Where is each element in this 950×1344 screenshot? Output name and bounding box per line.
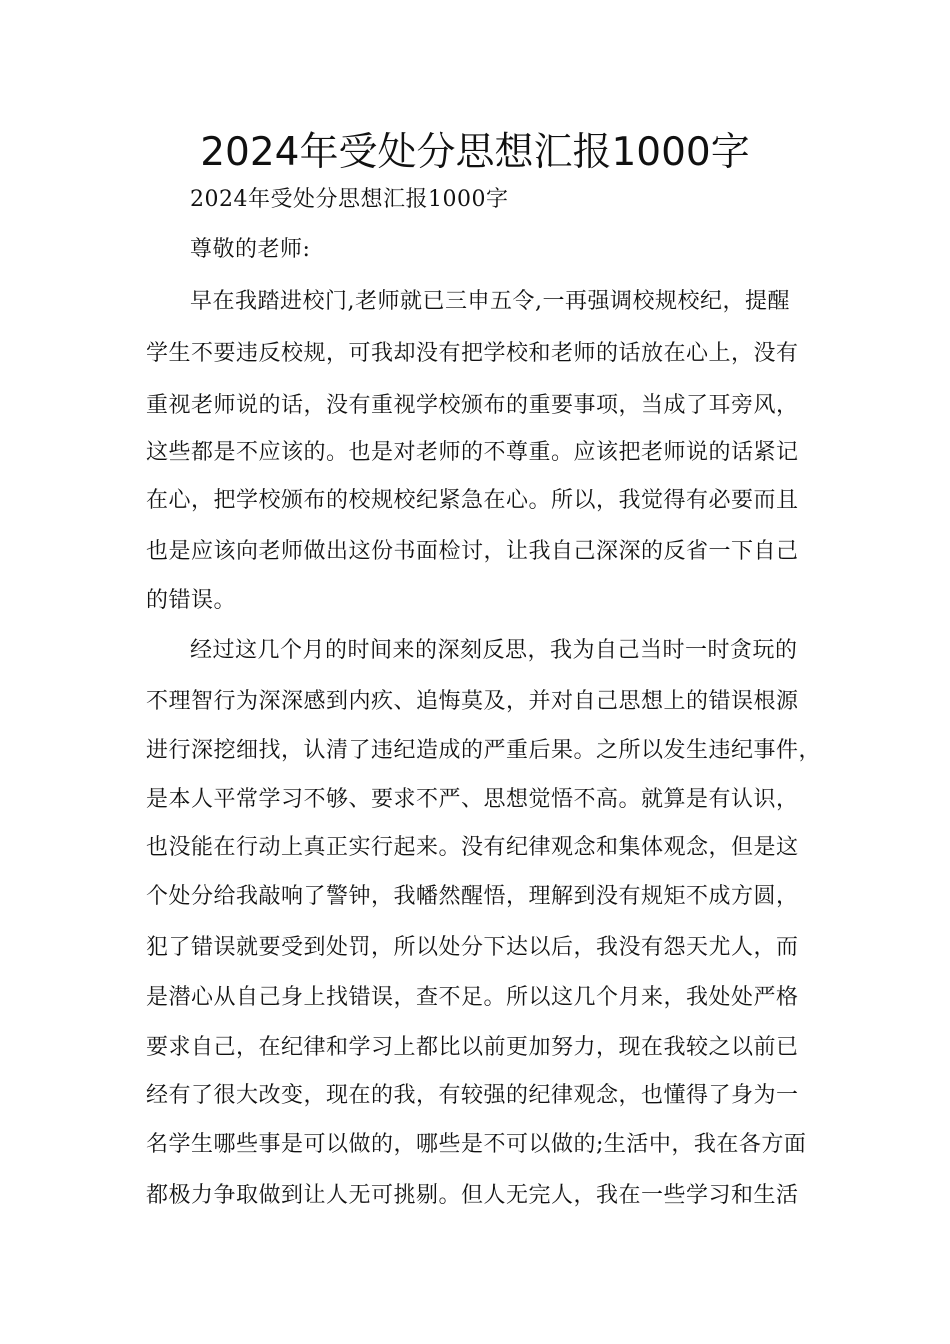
paragraph-1-line-4: 这些都是不应该的。也是对老师的不尊重。应该把老师说的话紧记 — [146, 440, 799, 465]
paragraph-2-line-6: 个处分给我敲响了警钟，我幡然醒悟，理解到没有规矩不成方圆， — [146, 884, 799, 909]
paragraph-2-line-2: 不理智行为深深感到内疚、追悔莫及，并对自己思想上的错误根源 — [146, 689, 799, 714]
paragraph-1-line-5: 在心，把学校颁布的校规校纪紧急在心。所以，我觉得有必要而且 — [146, 488, 799, 513]
paragraph-2-line-8: 是潜心从自己身上找错误，查不足。所以这几个月来，我处处严格 — [146, 985, 799, 1010]
paragraph-2-line-7: 犯了错误就要受到处罚，所以处分下达以后，我没有怨天尤人，而 — [146, 935, 799, 960]
paragraph-2-line-9: 要求自己，在纪律和学习上都比以前更加努力，现在我较之以前已 — [146, 1035, 799, 1060]
paragraph-1-line-2: 学生不要违反校规，可我却没有把学校和老师的话放在心上，没有 — [146, 341, 799, 366]
document-subtitle: 2024年受处分思想汇报1000字 — [190, 187, 509, 212]
paragraph-2-line-4: 是本人平常学习不够、要求不严、思想觉悟不高。就算是有认识， — [146, 787, 799, 812]
paragraph-2-line-3: 进行深挖细找，认清了违纪造成的严重后果。之所以发生违纪事件， — [146, 738, 822, 763]
paragraph-2-line-12: 都极力争取做到让人无可挑剔。但人无完人，我在一些学习和生活 — [146, 1183, 799, 1208]
paragraph-1-line-3: 重视老师说的话，没有重视学校颁布的重要事项，当成了耳旁风， — [146, 393, 799, 418]
paragraph-1-line-7: 的错误。 — [146, 588, 237, 613]
paragraph-2-line-10: 经有了很大改变，现在的我，有较强的纪律观念，也懂得了身为一 — [146, 1083, 799, 1108]
paragraph-2-line-11: 名学生哪些事是可以做的，哪些是不可以做的;生活中，我在各方面 — [146, 1132, 807, 1157]
document-title: 2024年受处分思想汇报1000字 — [200, 130, 750, 175]
paragraph-1-line-6: 也是应该向老师做出这份书面检讨，让我自己深深的反省一下自己 — [146, 539, 799, 564]
paragraph-1-line-1: 早在我踏进校门,老师就已三申五令,一再强调校规校纪，提醒 — [190, 289, 790, 314]
paragraph-2-line-1: 经过这几个月的时间来的深刻反思，我为自己当时一时贪玩的 — [190, 638, 798, 663]
salutation: 尊敬的老师: — [190, 237, 311, 262]
paragraph-2-line-5: 也没能在行动上真正实行起来。没有纪律观念和集体观念，但是这 — [146, 835, 799, 860]
